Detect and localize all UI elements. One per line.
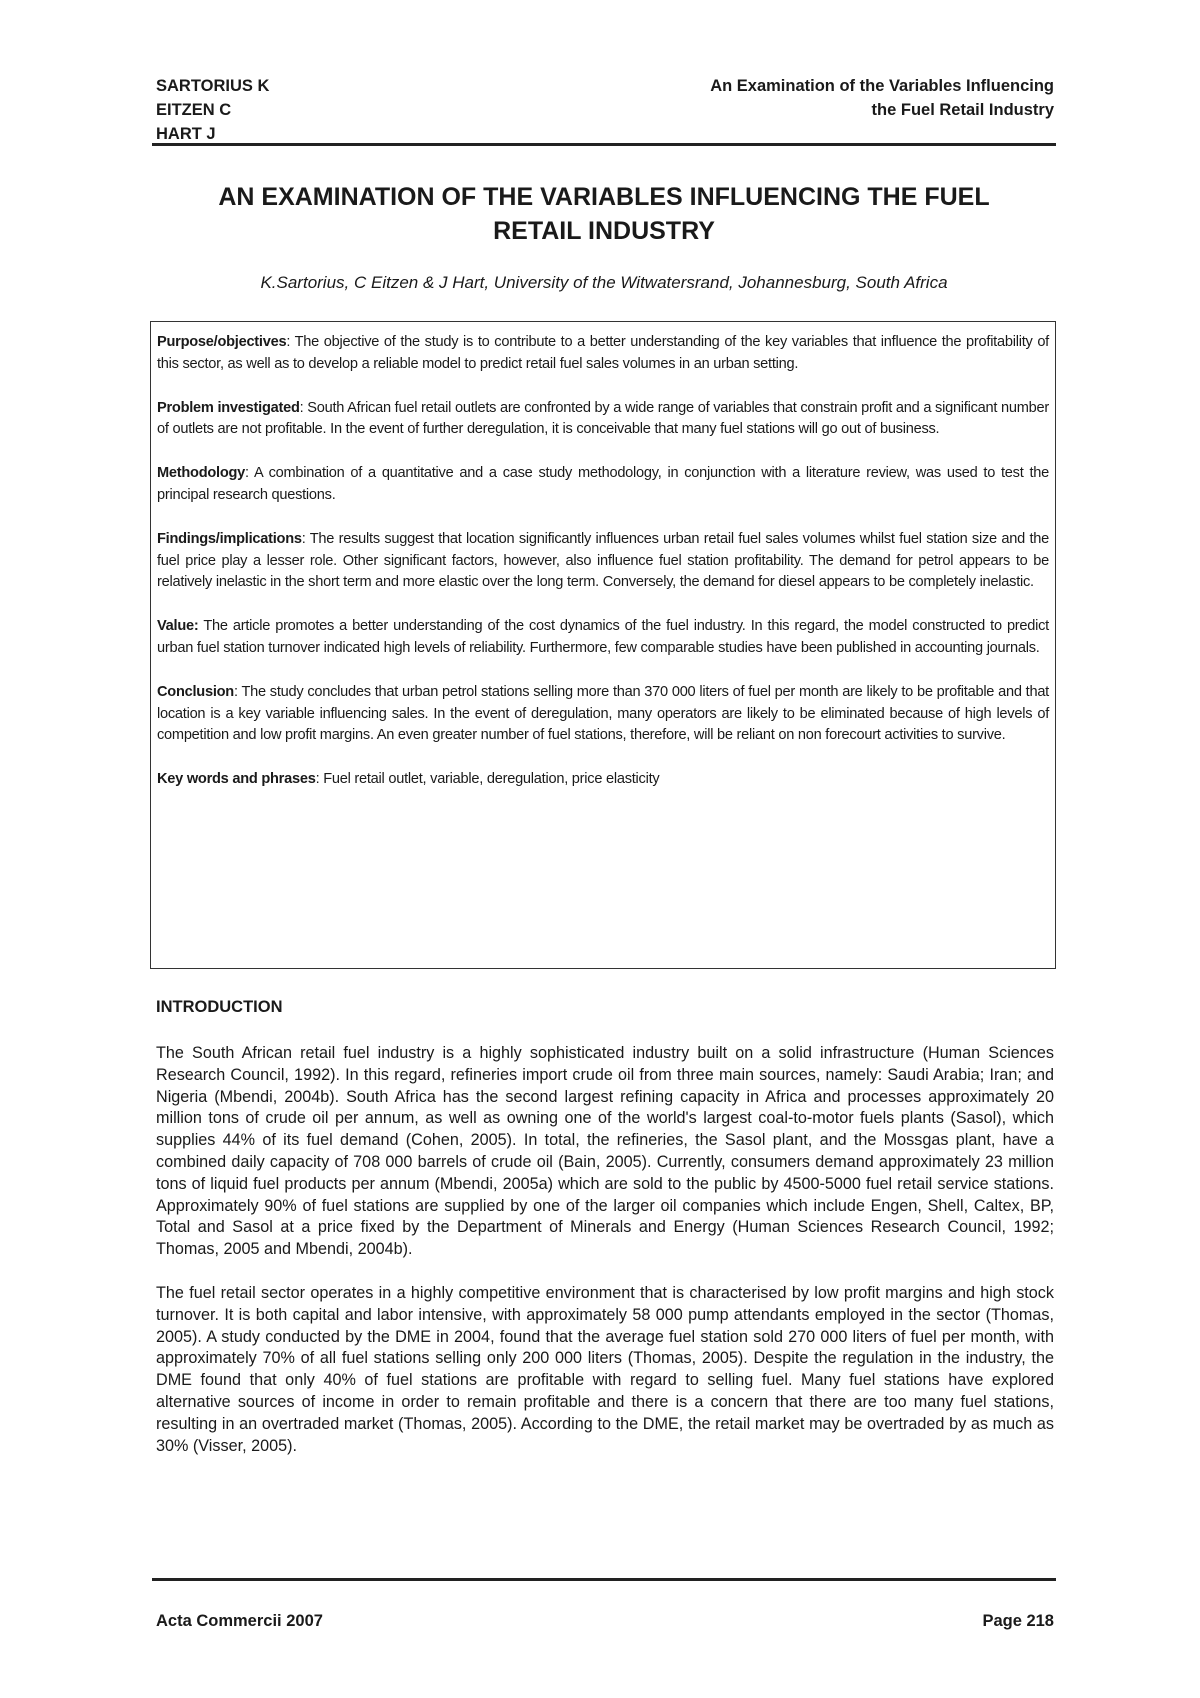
abstract-text: : The study concludes that urban petrol stations selling more than 370 000 liters of fuel per month are likely to be profitable and that location is a key variable influencing sales. In the event of deregulation, many operators are likely to be eliminated because of high levels of competition and low profit margins. An even greater number of fuel stations, therefore, will be reliant on non forecourt activities to survive. [157,683,1049,744]
abstract-label: Methodology [157,465,246,482]
abstract-text: : The results suggest that location significantly influences urban retail fuel sales volumes whilst fuel station size and the fuel price play a lesser role. Other significant factors, however, also influence fuel station profitability. The demand for petrol appears to be relatively inelastic in the short term and more elastic over the long term. Conversely, the demand for diesel appears to be completely inelastic. [157,530,1049,591]
abstract-keywords [157,769,1049,791]
section-heading-introduction: INTRODUCTION [156,998,283,1016]
article-title [152,180,1056,248]
abstract-box [150,321,1056,969]
footer-journal: Acta Commercii 2007 [156,1612,323,1630]
running-title-line-1: An Examination of the Variables Influencing [710,77,1054,95]
abstract-text: The article promotes a better understanding of the cost dynamics of the fuel industry. In this regard, the model constructed to predict urban fuel station turnover indicated high levels of reliability. Furthermore, few comparable studies have been published in accounting journals. [157,618,1049,656]
abstract-label: Problem investigated [157,399,300,416]
abstract-label: Conclusion [157,683,234,700]
abstract-findings [157,529,1049,594]
abstract-purpose [157,332,1049,376]
author-short-3: HART J [156,125,216,143]
running-head-authors [156,74,269,146]
running-title-line-2: the Fuel Retail Industry [871,101,1054,119]
title-line-1: AN EXAMINATION OF THE VARIABLES INFLUENCING THE FUEL [218,183,990,211]
abstract-text: : Fuel retail outlet, variable, deregulation, price elasticity [315,771,660,788]
abstract-label: Purpose/objectives [157,334,287,350]
running-head-title [710,74,1054,122]
abstract-text: : The objective of the study is to contribute to a better understanding of the key variables that influence the profitability of this sector, as well as to develop a reliable model to predict retail fuel sales volumes in an urban setting. [157,334,1049,372]
footer-rule [152,1578,1056,1581]
title-line-2: RETAIL INDUSTRY [493,217,715,245]
introduction-body [156,1043,1054,1479]
abstract-text: : A combination of a quantitative and a case study methodology, in conjunction with a literature review, was used to test the principal research questions. [157,465,1049,503]
abstract-label: Key words and phrases [157,771,316,788]
footer-page-number: Page 218 [982,1612,1054,1630]
author-short-2: EITZEN C [156,101,232,119]
body-paragraph-2: The fuel retail sector operates in a highly competitive environment that is characterised by low profit margins and high stock turnover. It is both capital and labor intensive, with approximately 58 000 pump attendants employed in the sector (Thomas, 2005). A study conducted by the DME in 2004, found that the average fuel station sold 270 000 liters of fuel per month, with approximately 70% of all fuel stations selling only 200 000 liters (Thomas, 2005). Despite the regulation in the industry, the DME found that only 40% of fuel stations are profitable with regard to selling fuel. Many fuel stations have explored alternative sources of income in order to remain profitable and there is a concern that there are too many fuel stations, resulting in an overtraded market (Thomas, 2005). According to the DME, the retail market may be overtraded by as much as 30% (Visser, 2005). [156,1283,1054,1455]
abstract-methodology [157,463,1049,507]
author-short-1: SARTORIUS K [156,77,270,95]
author-affiliation: K.Sartorius, C Eitzen & J Hart, University of the Witwatersrand, Johannesburg, South Africa [260,273,948,292]
abstract-conclusion [157,682,1049,747]
abstract-label: Findings/implications [157,530,302,547]
body-paragraph-1: The South African retail fuel industry is a highly sophisticated industry built on a solid infrastructure (Human Sciences Research Council, 1992). In this regard, refineries import crude oil from three main sources, namely: Saudi Arabia; Iran; and Nigeria (Mbendi, 2004b). South Africa has the second largest refining capacity in Africa and processes approximately 20 million tons of crude oil per annum, as well as owning one of the world's largest coal-to-motor fuels plants (Sasol), which supplies 44% of its fuel demand (Cohen, 2005). In total, the refineries, the Sasol plant, and the Mossgas plant, have a combined daily capacity of 708 000 barrels of crude oil (Bain, 2005). Currently, consumers demand approximately 23 million tons of liquid fuel products per annum (Mbendi, 2005a) which are sold to the public by 4500-5000 fuel retail service stations. Approximately 90% of fuel stations are supplied by one of the larger oil companies which include Engen, Shell, Caltex, BP, Total and Sasol at a price fixed by the Department of Minerals and Energy (Human Sciences Research Council, 1992; Thomas, 2005 and Mbendi, 2004b). [156,1044,1054,1259]
abstract-problem [157,398,1049,442]
abstract-text: : South African fuel retail outlets are confronted by a wide range of variables that constrain profit and a significant number of outlets are not profitable. In the event of further deregulation, it is conceivable that many fuel stations will go out of business. [157,399,1049,438]
header-rule [152,143,1056,146]
abstract-value [157,616,1049,660]
abstract-label: Value: [157,618,199,635]
